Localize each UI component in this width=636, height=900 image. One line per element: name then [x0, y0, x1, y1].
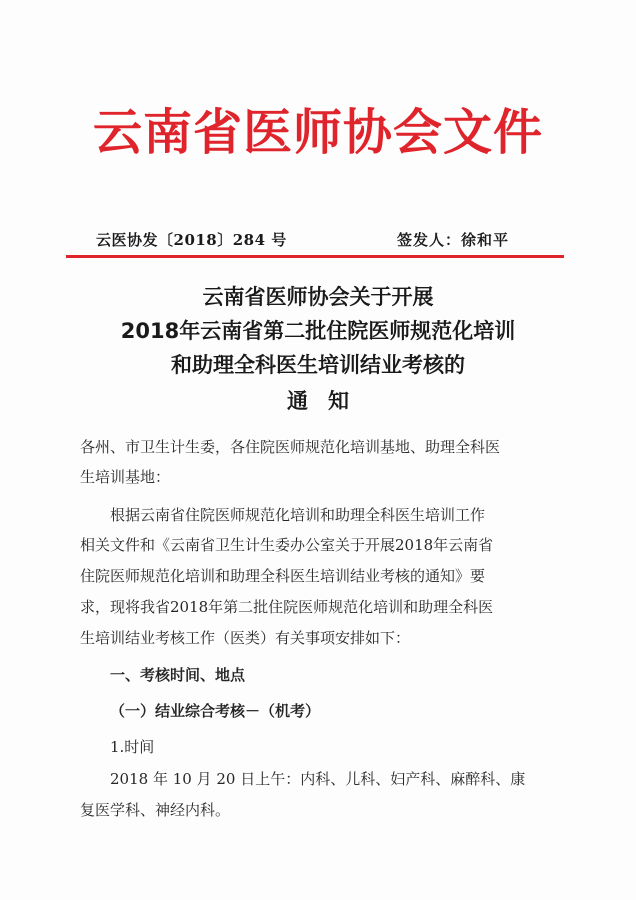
recipients-line-1: 各州、市卫生计生委，各住院医师规范化培训基地、助理全科医 [80, 438, 501, 456]
signer-label: 签发人： [397, 231, 462, 249]
recipients-line-2: 生培训基地： [80, 468, 171, 486]
notice-title-line-4: 通知 [287, 389, 369, 413]
paragraph-1-line-4: 求，现将我省2018年第二批住院医师规范化培训和助理全科医 [80, 598, 494, 616]
item-1-line-2: 复医学科、神经内科。 [80, 801, 231, 819]
notice-title-line-1: 云南省医师协会关于开展 [202, 285, 434, 309]
red-divider-line [66, 255, 564, 258]
paragraph-1-line-1: 根据云南省住院医师规范化培训和助理全科医生培训工作 [110, 506, 486, 524]
paragraph-1-line-5: 生培训结业考核工作（医类）有关事项安排如下： [80, 629, 411, 647]
document-number: 云医协发〔2018〕284 号 [96, 231, 287, 249]
paragraph-1-line-2: 相关文件和《云南省卫生计生委办公室关于开展2018年云南省 [80, 536, 494, 554]
section-heading-1: 一、考核时间、地点 [110, 666, 246, 684]
item-1-line-1: 2018 年 10 月 20 日上午：内科、儿科、妇产科、麻醉科、康 [110, 770, 526, 788]
notice-title-line-2: 2018年云南省第二批住院医师规范化培训 [120, 319, 516, 343]
signer-name: 徐和平 [461, 231, 510, 249]
notice-title-line-3: 和助理全科医生培训结业考核的 [171, 353, 465, 377]
masthead-title: 云南省医师协会文件 [92, 104, 543, 161]
paragraph-1-line-3: 住院医师规范化培训和助理全科医生培训结业考核的通知》要 [80, 567, 486, 585]
subsection-heading-1: （一）结业综合考核－（机考） [110, 702, 321, 720]
signer-block [397, 229, 509, 250]
item-heading-1: 1.时间 [110, 738, 155, 756]
